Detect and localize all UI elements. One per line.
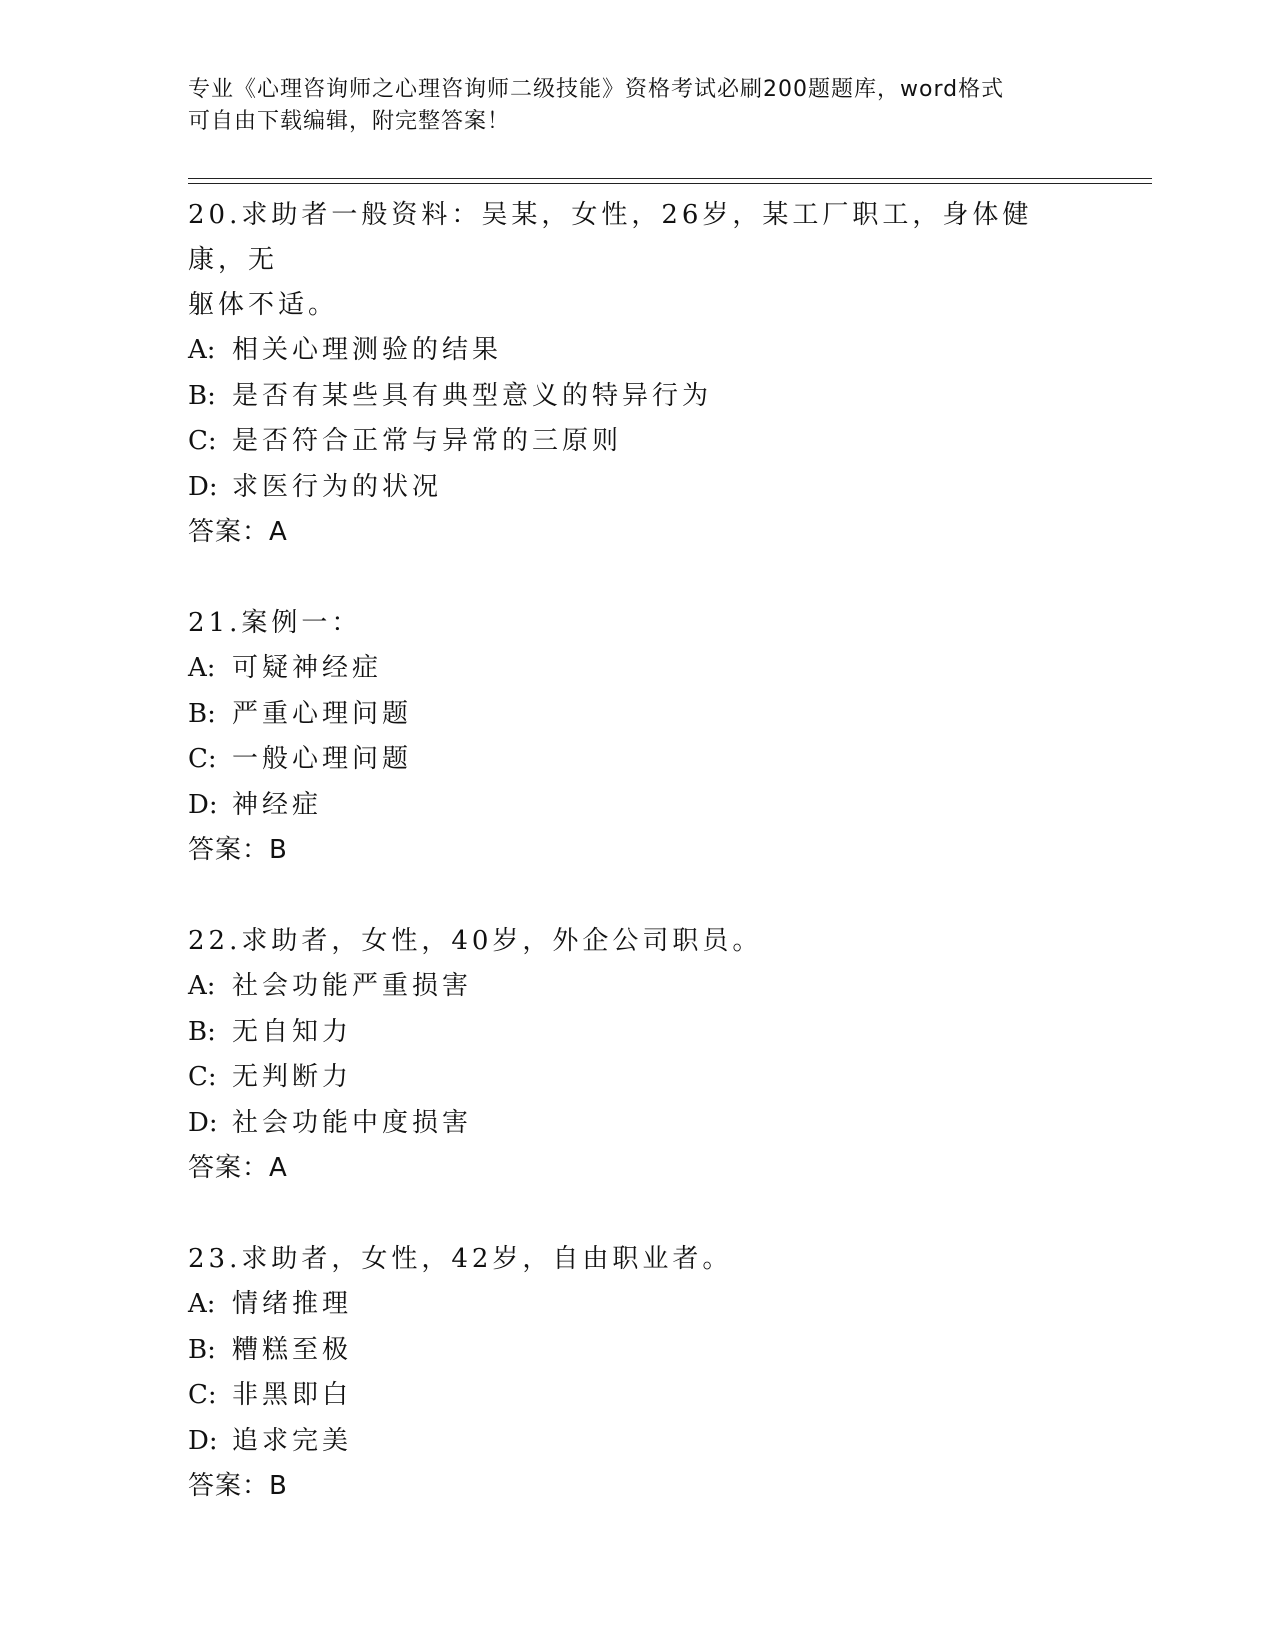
question-22 — [188, 919, 1088, 1191]
question-stem — [188, 919, 1088, 964]
option-letter: A: — [188, 1289, 216, 1319]
option-letter: B: — [188, 380, 216, 411]
option-c — [188, 737, 1088, 783]
option-letter: C: — [188, 426, 217, 456]
option-text: 可疑神经症 — [232, 653, 383, 683]
option-text: 非黑即白 — [232, 1380, 353, 1410]
option-text: 相关心理测验的结果 — [232, 335, 503, 365]
option-b — [188, 374, 1088, 420]
option-letter: D: — [188, 1425, 218, 1456]
option-d — [188, 1101, 1088, 1147]
option-text: 社会功能中度损害 — [232, 1107, 473, 1138]
option-b — [188, 1328, 1088, 1374]
option-text: 无判断力 — [232, 1062, 353, 1092]
option-letter: B: — [188, 1334, 216, 1365]
option-b — [188, 1010, 1088, 1056]
option-c — [188, 1373, 1088, 1419]
question-list — [188, 193, 1088, 1555]
question-stem-line: 21.案例一： — [188, 608, 362, 638]
option-text: 神经症 — [232, 789, 323, 820]
question-stem — [188, 601, 1088, 646]
answer-line: 答案：A — [188, 517, 288, 547]
option-a — [188, 646, 1088, 692]
question-stem-line: 22.求助者，女性，40岁，外企公司职员。 — [188, 926, 763, 956]
option-text: 糟糕至极 — [232, 1334, 353, 1365]
option-a — [188, 328, 1088, 374]
question-stem-line: 躯体不适。 — [188, 290, 339, 320]
option-letter: A: — [188, 971, 216, 1001]
option-text: 追求完美 — [232, 1425, 353, 1456]
option-d — [188, 465, 1088, 511]
option-letter: D: — [188, 789, 218, 820]
question-stem-line: 20.求助者一般资料：吴某，女性，26岁，某工厂职工，身体健康，无 — [188, 200, 1033, 275]
option-a — [188, 964, 1088, 1010]
option-text: 严重心理问题 — [232, 698, 413, 729]
option-d — [188, 1419, 1088, 1465]
option-d — [188, 783, 1088, 829]
option-text: 一般心理问题 — [232, 744, 413, 774]
option-a — [188, 1282, 1088, 1328]
option-text: 社会功能严重损害 — [232, 971, 473, 1001]
option-text: 是否有某些具有典型意义的特异行为 — [232, 380, 713, 411]
question-20 — [188, 193, 1088, 555]
question-23 — [188, 1237, 1088, 1509]
option-letter: C: — [188, 1062, 217, 1092]
document-header — [188, 74, 1088, 138]
option-letter: A: — [188, 335, 216, 365]
option-text: 情绪推理 — [232, 1289, 353, 1319]
option-c — [188, 419, 1088, 465]
option-letter: D: — [188, 1107, 218, 1138]
question-stem — [188, 193, 1088, 328]
option-text: 无自知力 — [232, 1016, 353, 1047]
question-stem — [188, 1237, 1088, 1282]
header-divider-bottom — [188, 183, 1152, 184]
option-letter: D: — [188, 471, 218, 502]
option-letter: B: — [188, 1016, 216, 1047]
header-subtitle-line: 可自由下载编辑，附完整答案！ — [188, 109, 511, 134]
option-letter: A: — [188, 653, 216, 683]
option-c — [188, 1055, 1088, 1101]
option-letter: B: — [188, 698, 216, 729]
option-text: 求医行为的状况 — [232, 471, 443, 502]
question-21 — [188, 601, 1088, 873]
option-letter: C: — [188, 1380, 217, 1410]
answer-line: 答案：B — [188, 835, 288, 865]
header-title-line: 专业《心理咨询师之心理咨询师二级技能》资格考试必刷200题题库，word格式 — [188, 77, 1005, 102]
option-text: 是否符合正常与异常的三原则 — [232, 426, 623, 456]
option-b — [188, 692, 1088, 738]
question-stem-line: 23.求助者，女性，42岁，自由职业者。 — [188, 1244, 733, 1274]
answer-line: 答案：B — [188, 1471, 288, 1501]
header-divider-top — [188, 178, 1152, 179]
answer-line: 答案：A — [188, 1153, 288, 1183]
option-letter: C: — [188, 744, 217, 774]
